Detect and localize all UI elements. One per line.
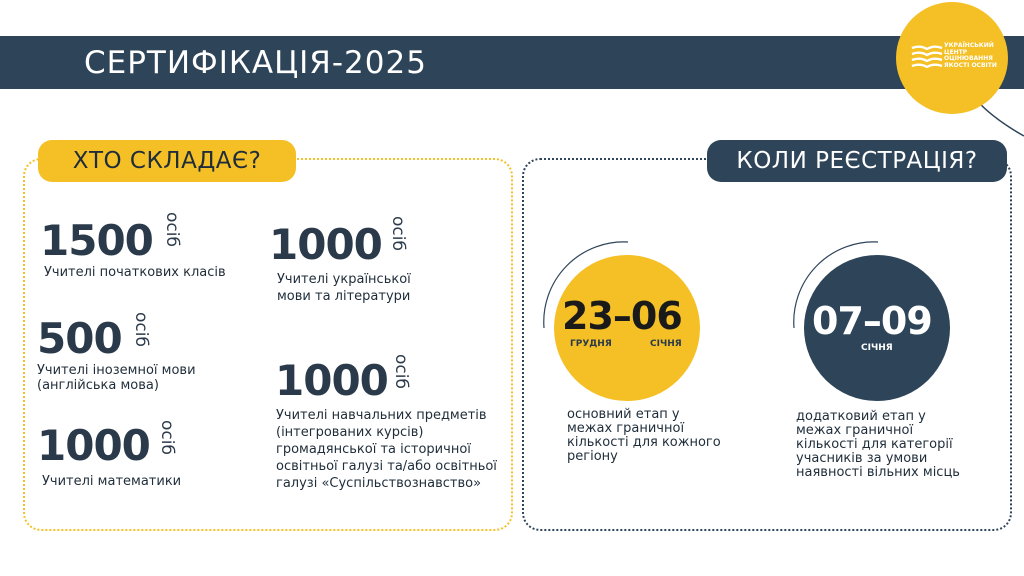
logo-text: УКРАЇНСЬКИЙ ЦЕНТР ОЦІНЮВАННЯ ЯКОСТІ ОСВІТИ [944,42,997,69]
stat-number: 1500 [40,216,153,265]
stat-label-line4: освітньої галузі та/або освітньої [276,459,497,474]
extra-stage-month: СІЧНЯ [861,343,893,353]
stat-unit: осіб [388,216,408,251]
stat-label-line1: Учителі іноземної мови [37,363,196,378]
stat-unit: осіб [131,312,151,347]
main-stage-month-from: ГРУДНЯ [570,339,612,349]
stat-label-line2: (інтегрованих курсів) [276,425,424,440]
stat-label-line2: (англійська мова) [37,378,159,393]
when-heading: КОЛИ РЕЄСТРАЦІЯ? [707,140,1007,182]
extra-stage-desc-line2: межах граничної [796,423,914,438]
stat-number: 1000 [269,220,382,269]
stat-unit: осіб [162,212,182,247]
stat-unit: осіб [157,420,177,455]
stat-number: 1000 [37,421,150,470]
main-stage-month-to: СІЧНЯ [650,339,682,349]
extra-stage-desc-line5: наявності вільних місць [796,465,960,480]
extra-stage-desc-line4: учасників за умови [796,451,928,466]
main-stage-desc-line3: кількості для кожного [567,435,721,450]
page-title: СЕРТИФІКАЦІЯ-2025 [84,45,427,81]
stat-unit: осіб [391,354,411,389]
stat-number: 500 [37,314,122,363]
extra-stage-desc-line1: додатковий етап у [796,409,926,424]
stat-label-line2: мови та літератури [277,289,411,304]
stat-label: Учителі математики [42,474,182,489]
main-stage-desc-line1: основний етап у [567,407,680,422]
extra-stage-desc-line3: кількості для категорії [796,437,953,452]
who-heading: ХТО СКЛАДАЄ? [38,140,296,182]
extra-stage-dates: 07–09 [812,299,932,343]
stat-label-line3: громадянської та історичної [276,442,471,457]
stat-label-line1: Учителі навчальних предметів [276,408,487,423]
logo-icon [910,44,944,68]
stat-number: 1000 [275,356,388,405]
stat-label-line1: Учителі української [277,272,411,287]
stat-label: Учителі початкових класів [44,265,226,280]
main-stage-desc-line2: межах граничної [567,421,685,436]
main-stage-dates: 23–06 [562,294,682,338]
main-stage-desc-line4: регіону [567,449,618,464]
stat-label-line5: галузі «Суспільствознавство» [276,476,482,491]
